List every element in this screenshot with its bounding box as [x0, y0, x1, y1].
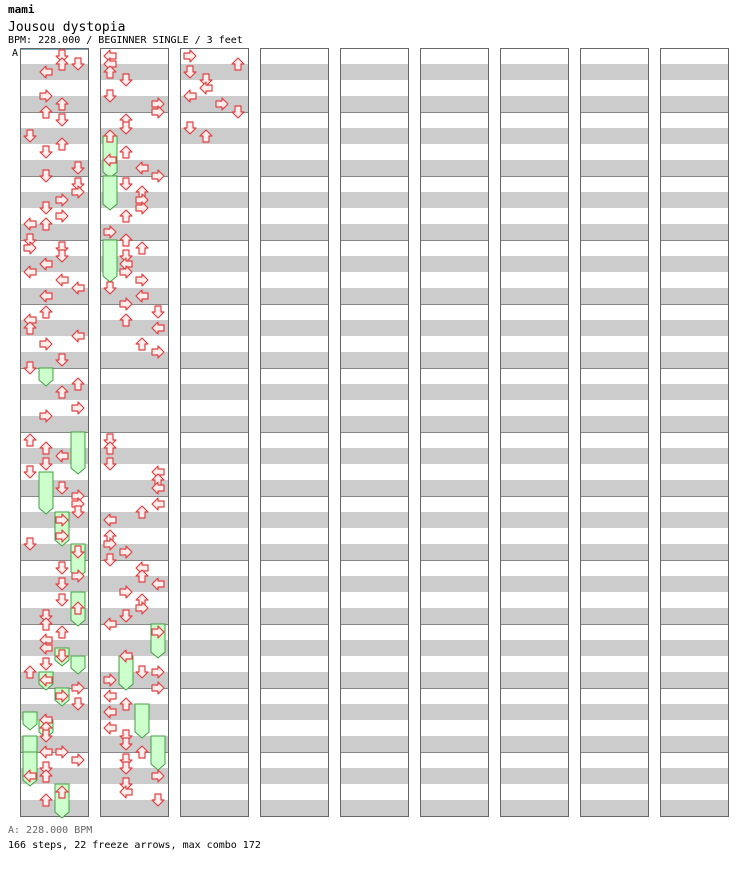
- beat-band: [580, 544, 648, 560]
- step-arrow: [136, 274, 148, 286]
- beat-band: [500, 160, 568, 176]
- beat-band: [340, 512, 408, 528]
- beat-band: [580, 64, 648, 80]
- beat-band: [660, 544, 728, 560]
- beat-band: [260, 256, 328, 272]
- beat-band: [500, 224, 568, 240]
- beat-band: [500, 384, 568, 400]
- beat-band: [260, 96, 328, 112]
- step-arrow: [72, 754, 84, 766]
- beat-band: [180, 704, 248, 720]
- beat-band: [180, 256, 248, 272]
- beat-band: [260, 160, 328, 176]
- step-arrow: [24, 242, 36, 254]
- chart-column: [500, 49, 569, 817]
- beat-band: [500, 128, 568, 144]
- beat-band: [660, 576, 728, 592]
- beat-band: [660, 128, 728, 144]
- beat-band: [180, 576, 248, 592]
- beat-band: [420, 224, 488, 240]
- beat-band: [580, 576, 648, 592]
- beat-band: [180, 352, 248, 368]
- beat-band: [660, 96, 728, 112]
- beat-band: [580, 128, 648, 144]
- song-title: Jousou dystopia: [8, 20, 126, 35]
- beat-band: [580, 800, 648, 816]
- step-arrow: [200, 82, 212, 94]
- beat-band: [660, 352, 728, 368]
- beat-band: [660, 768, 728, 784]
- beat-band: [340, 800, 408, 816]
- beat-band: [340, 640, 408, 656]
- beat-band: [340, 96, 408, 112]
- beat-band: [660, 288, 728, 304]
- freeze-arrow: [23, 712, 37, 730]
- beat-band: [340, 192, 408, 208]
- beat-band: [420, 544, 488, 560]
- beat-band: [420, 800, 488, 816]
- beat-band: [180, 192, 248, 208]
- beat-band: [660, 224, 728, 240]
- beat-band: [580, 192, 648, 208]
- beat-band: [100, 416, 168, 432]
- beat-band: [340, 576, 408, 592]
- beat-band: [420, 192, 488, 208]
- beat-band: [340, 352, 408, 368]
- beat-band: [180, 640, 248, 656]
- beat-band: [260, 448, 328, 464]
- beat-band: [260, 768, 328, 784]
- beat-band: [340, 544, 408, 560]
- step-arrow: [56, 594, 68, 606]
- step-arrow: [24, 434, 36, 446]
- freeze-arrow: [135, 704, 149, 738]
- step-arrow: [120, 178, 132, 190]
- step-arrow: [40, 146, 52, 158]
- step-arrow: [120, 146, 132, 158]
- beat-band: [340, 384, 408, 400]
- beat-band: [340, 448, 408, 464]
- beat-band: [500, 704, 568, 720]
- beat-band: [580, 288, 648, 304]
- beat-band: [340, 64, 408, 80]
- beat-band: [180, 480, 248, 496]
- beat-band: [420, 96, 488, 112]
- beat-band: [580, 672, 648, 688]
- beat-band: [580, 416, 648, 432]
- beat-band: [260, 544, 328, 560]
- step-arrow: [120, 210, 132, 222]
- beat-band: [660, 480, 728, 496]
- step-arrow: [184, 50, 196, 62]
- beat-band: [260, 480, 328, 496]
- beat-band: [500, 64, 568, 80]
- beat-band: [420, 448, 488, 464]
- beat-band: [500, 576, 568, 592]
- beat-band: [660, 704, 728, 720]
- beat-band: [420, 480, 488, 496]
- beat-band: [580, 704, 648, 720]
- freeze-arrow: [103, 240, 117, 282]
- beat-band: [340, 288, 408, 304]
- step-arrow: [56, 626, 68, 638]
- beat-band: [580, 640, 648, 656]
- beat-band: [340, 736, 408, 752]
- beat-band: [660, 64, 728, 80]
- chart-column: [180, 49, 249, 817]
- beat-band: [580, 768, 648, 784]
- beat-band: [500, 512, 568, 528]
- beat-band: [340, 672, 408, 688]
- beat-band: [420, 512, 488, 528]
- beat-band: [260, 288, 328, 304]
- beat-band: [420, 256, 488, 272]
- beat-band: [500, 768, 568, 784]
- step-arrow: [152, 498, 164, 510]
- beat-band: [420, 608, 488, 624]
- beat-band: [340, 480, 408, 496]
- beat-band: [180, 160, 248, 176]
- beat-band: [420, 704, 488, 720]
- beat-band: [500, 448, 568, 464]
- beat-band: [580, 384, 648, 400]
- beat-band: [500, 192, 568, 208]
- chart-stats: 166 steps, 22 freeze arrows, max combo 172: [8, 840, 261, 851]
- beat-band: [580, 224, 648, 240]
- chart-column: [660, 49, 729, 817]
- beat-band: [260, 416, 328, 432]
- beat-band: [420, 672, 488, 688]
- beat-band: [260, 736, 328, 752]
- beat-band: [20, 800, 88, 816]
- beat-band: [420, 416, 488, 432]
- beat-band: [260, 320, 328, 336]
- freeze-arrow: [71, 432, 85, 474]
- beat-band: [500, 96, 568, 112]
- beat-band: [580, 512, 648, 528]
- beat-band: [260, 704, 328, 720]
- beat-band: [500, 544, 568, 560]
- beat-band: [580, 448, 648, 464]
- chart-info: BPM: 228.000 / BEGINNER SINGLE / 3 feet: [8, 35, 243, 46]
- beat-band: [180, 672, 248, 688]
- beat-band: [260, 800, 328, 816]
- beat-band: [260, 576, 328, 592]
- beat-band: [660, 512, 728, 528]
- bpm-footer: A: 228.000 BPM: [8, 825, 93, 836]
- beat-band: [340, 128, 408, 144]
- step-arrow: [152, 306, 164, 318]
- step-arrow: [104, 722, 116, 734]
- beat-band: [660, 192, 728, 208]
- beat-band: [500, 736, 568, 752]
- beat-band: [660, 672, 728, 688]
- beat-band: [420, 320, 488, 336]
- step-arrow: [40, 338, 52, 350]
- step-arrow: [24, 466, 36, 478]
- bpm-marker-label: A: [12, 48, 19, 59]
- beat-band: [340, 256, 408, 272]
- beat-band: [660, 160, 728, 176]
- beat-band: [180, 544, 248, 560]
- beat-band: [500, 256, 568, 272]
- beat-band: [420, 384, 488, 400]
- step-arrow: [104, 690, 116, 702]
- step-arrow: [40, 658, 52, 670]
- beat-band: [420, 288, 488, 304]
- beat-band: [420, 576, 488, 592]
- step-arrow: [136, 338, 148, 350]
- beat-band: [260, 224, 328, 240]
- beat-band: [340, 416, 408, 432]
- beat-band: [180, 288, 248, 304]
- step-arrow: [56, 114, 68, 126]
- beat-band: [180, 736, 248, 752]
- artist-name: mami: [8, 3, 35, 16]
- beat-band: [260, 384, 328, 400]
- beat-band: [660, 256, 728, 272]
- beat-band: [420, 768, 488, 784]
- beat-band: [660, 640, 728, 656]
- beat-band: [340, 768, 408, 784]
- beat-band: [500, 672, 568, 688]
- beat-band: [180, 608, 248, 624]
- beat-band: [420, 736, 488, 752]
- beat-band: [500, 416, 568, 432]
- beat-band: [20, 96, 88, 112]
- beat-band: [420, 160, 488, 176]
- chart-column: [260, 49, 329, 817]
- beat-band: [660, 416, 728, 432]
- beat-band: [500, 352, 568, 368]
- beat-band: [340, 160, 408, 176]
- chart-column: [420, 49, 489, 817]
- freeze-arrow: [39, 472, 53, 514]
- beat-band: [340, 704, 408, 720]
- beat-band: [420, 64, 488, 80]
- beat-band: [180, 416, 248, 432]
- chart-column: [340, 49, 409, 817]
- beat-band: [420, 640, 488, 656]
- beat-band: [580, 736, 648, 752]
- beat-band: [260, 192, 328, 208]
- beat-band: [180, 224, 248, 240]
- beat-band: [260, 640, 328, 656]
- beat-band: [660, 736, 728, 752]
- beat-band: [260, 128, 328, 144]
- beat-band: [500, 320, 568, 336]
- beat-band: [500, 800, 568, 816]
- beat-band: [340, 608, 408, 624]
- beat-band: [260, 608, 328, 624]
- beat-band: [500, 608, 568, 624]
- step-arrow: [72, 402, 84, 414]
- beat-band: [340, 224, 408, 240]
- beat-band: [180, 512, 248, 528]
- beat-band: [100, 384, 168, 400]
- step-arrow: [56, 562, 68, 574]
- beat-band: [180, 320, 248, 336]
- freeze-arrow: [39, 368, 53, 386]
- freeze-arrow: [151, 736, 165, 770]
- beat-band: [180, 384, 248, 400]
- beat-band: [20, 416, 88, 432]
- beat-band: [340, 320, 408, 336]
- beat-band: [580, 160, 648, 176]
- beat-band: [420, 352, 488, 368]
- beat-band: [660, 384, 728, 400]
- beat-band: [660, 320, 728, 336]
- beat-band: [660, 800, 728, 816]
- freeze-arrow: [103, 176, 117, 210]
- beat-band: [20, 640, 88, 656]
- beat-band: [420, 128, 488, 144]
- beat-band: [500, 480, 568, 496]
- beat-band: [260, 512, 328, 528]
- beat-band: [660, 448, 728, 464]
- beat-band: [580, 256, 648, 272]
- beat-band: [580, 96, 648, 112]
- freeze-arrow: [71, 656, 85, 674]
- beat-band: [180, 800, 248, 816]
- beat-band: [580, 352, 648, 368]
- step-arrow: [136, 242, 148, 254]
- beat-band: [660, 608, 728, 624]
- beat-band: [580, 320, 648, 336]
- beat-band: [260, 64, 328, 80]
- step-arrow: [56, 210, 68, 222]
- beat-band: [580, 608, 648, 624]
- step-arrow: [56, 274, 68, 286]
- chart-column: [580, 49, 649, 817]
- beat-band: [580, 480, 648, 496]
- beat-band: [260, 672, 328, 688]
- beat-band: [180, 768, 248, 784]
- beat-band: [500, 640, 568, 656]
- beat-band: [260, 352, 328, 368]
- beat-band: [180, 448, 248, 464]
- beat-band: [500, 288, 568, 304]
- step-arrow: [120, 786, 132, 798]
- step-arrow: [40, 306, 52, 318]
